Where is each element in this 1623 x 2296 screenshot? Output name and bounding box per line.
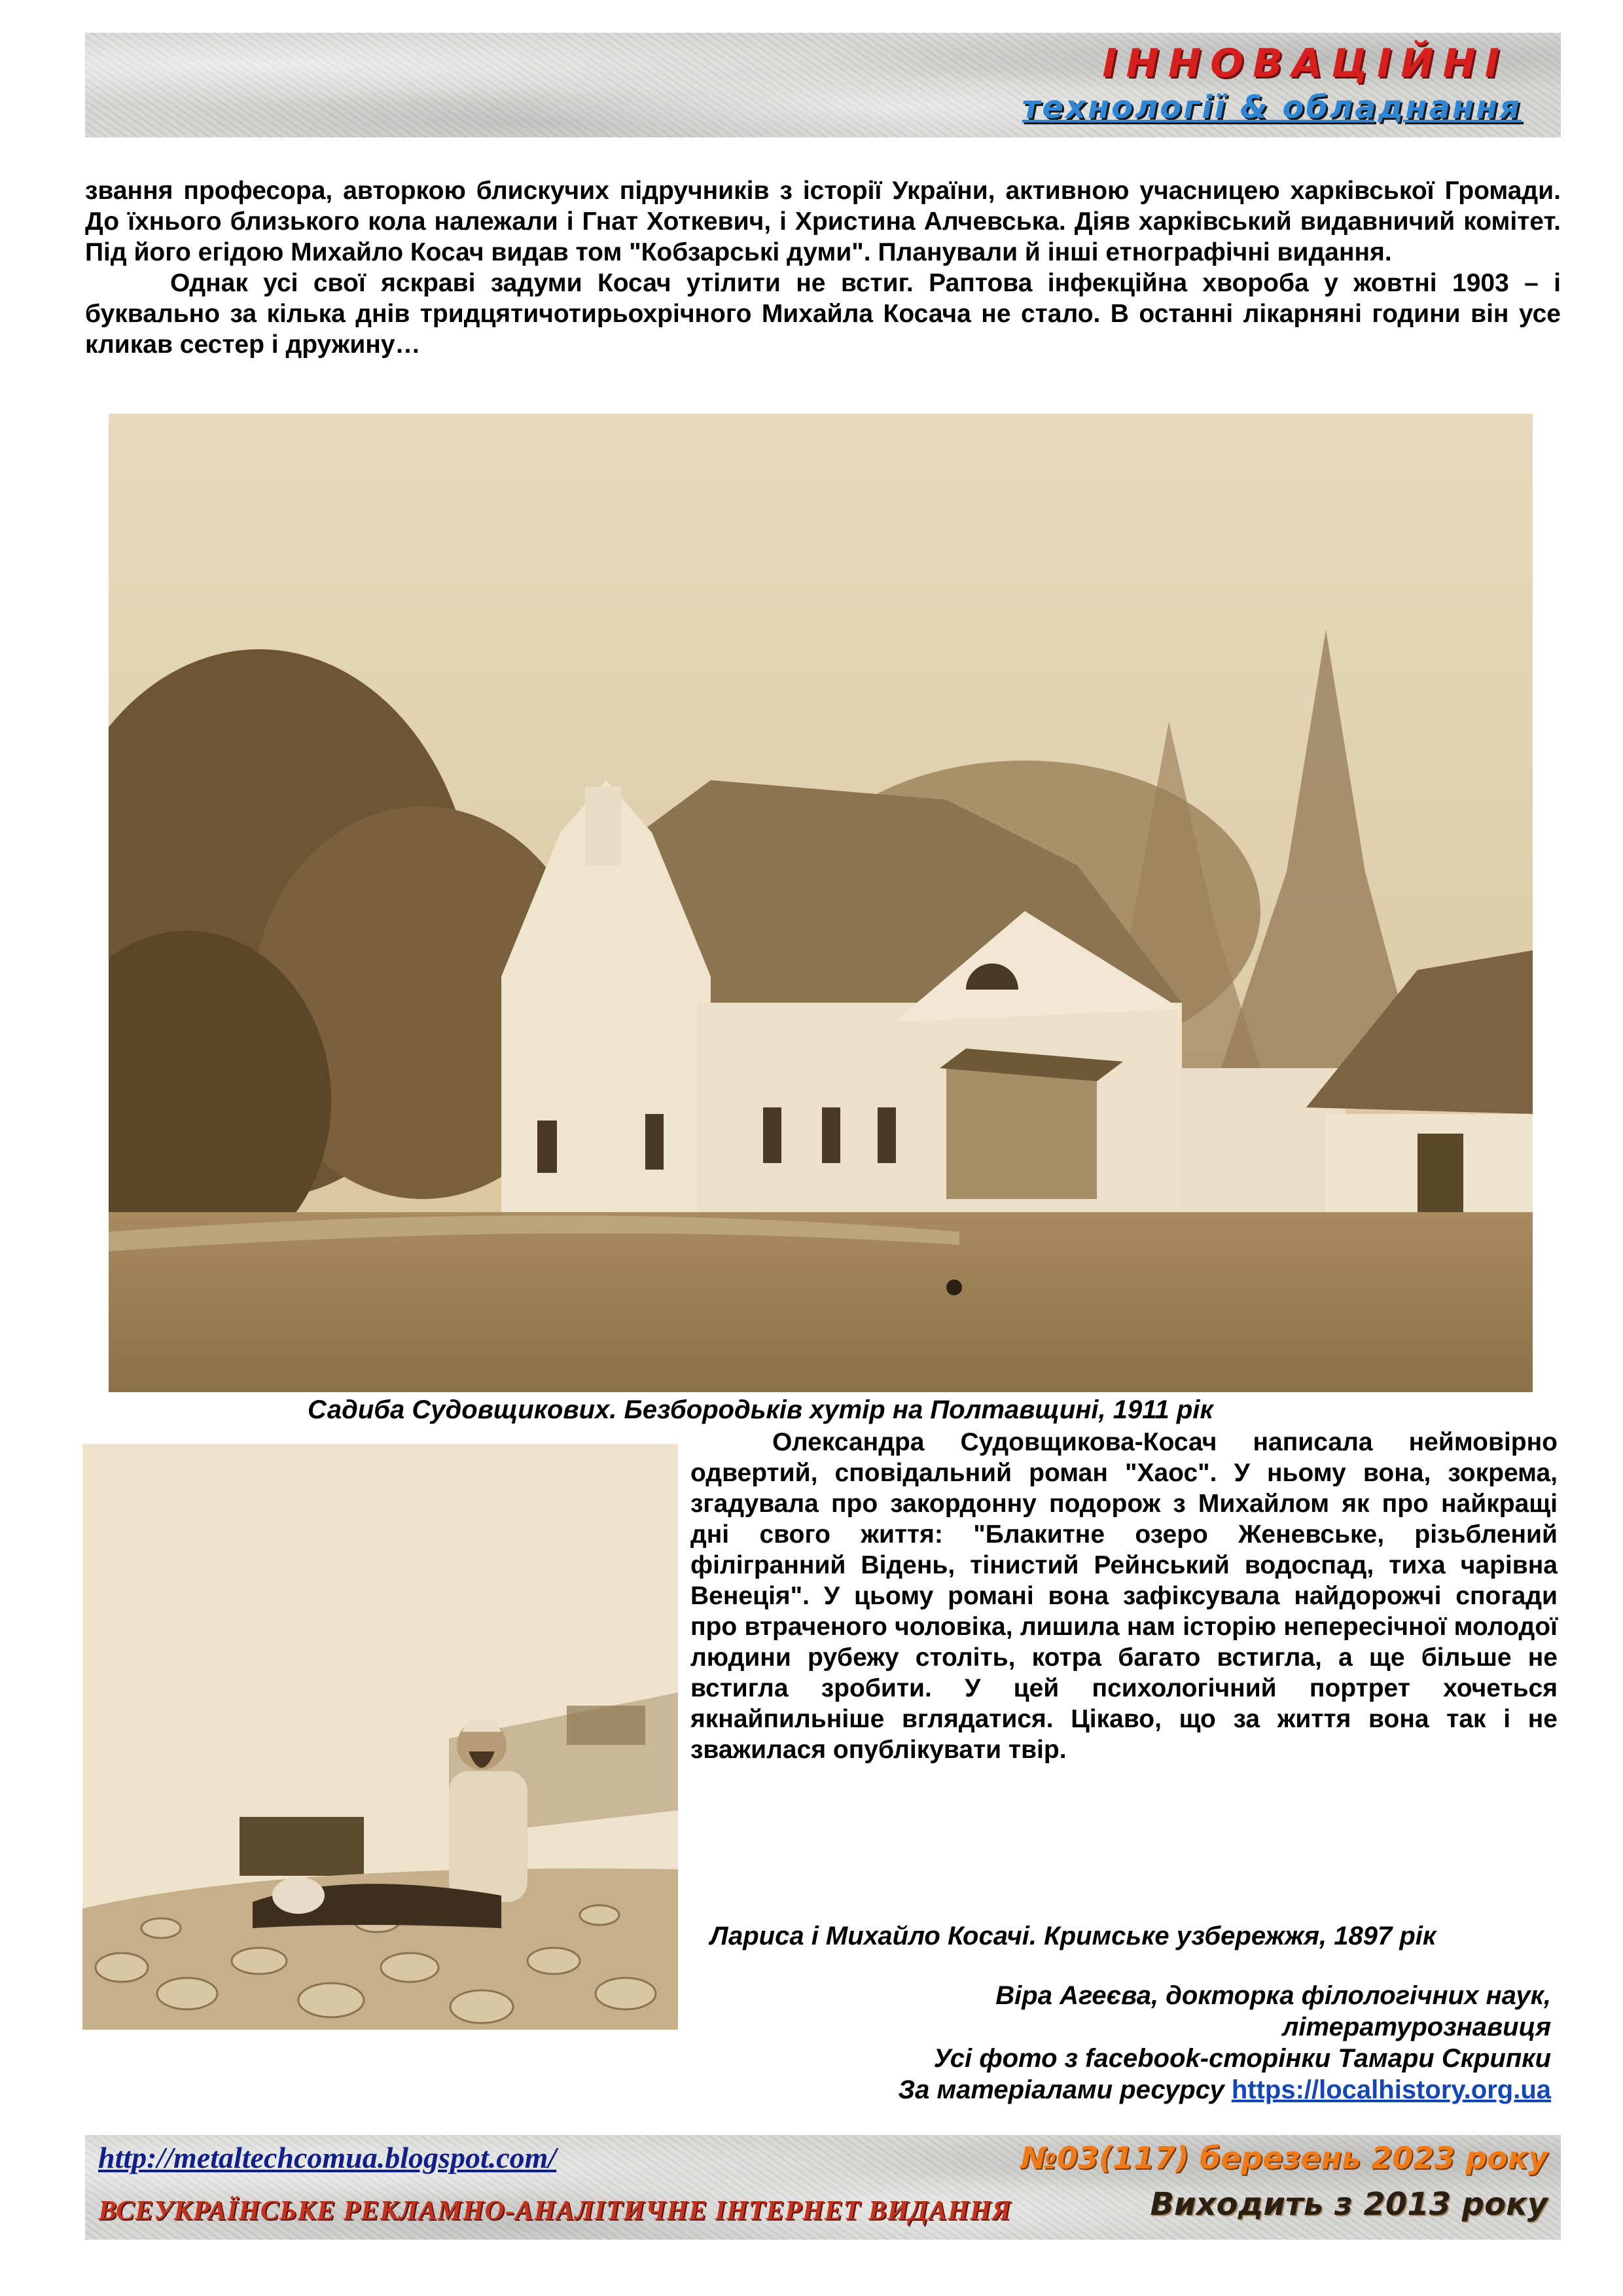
manor-photo-caption: Садиба Судовщикових. Безбородьків хутір на Полтавщині, 1911 рік — [308, 1395, 1213, 1424]
story-text — [690, 1427, 1558, 1765]
publishing-since: Виходить з 2013 року — [1150, 2186, 1548, 2223]
issue-number: №03(117) березень 2023 року — [1020, 2140, 1548, 2176]
manor-photo — [109, 414, 1533, 1392]
article-credits — [898, 1980, 1551, 2106]
header-banner — [85, 33, 1561, 137]
blog-link[interactable]: http://metaltechcomua.blogspot.com/ — [98, 2141, 557, 2174]
manor-photo-image — [109, 414, 1533, 1392]
magazine-title: ІННОВАЦІЙНІ — [1102, 41, 1508, 86]
photo-source: Усі фото з facebook-сторінки Тамари Скрипки — [933, 2044, 1551, 2073]
story-paragraph: Олександра Судовщикова-Косач написала неймовірно одвертий, сповідальний роман "Хаос". У ньому вона, зокрема, згадувала про закордонну подорож з Михайлом як про найкращі дні свого життя: "Блакитне озеро Женевське, різьблений філігранний Відень, тінистий Рейнський водоспад, тиха чарівна Венеція". У цьому романі вона зафіксувала найдорожчі спогади про втраченого чоловіка, лишила нам історію непересічної молодої людини рубежу століть, котра багато встигла, а ще більше не встигла зробити. У цей психологічний портрет хочеться якнайпильніше вглядатися. Цікаво, що за життя вона так і не зважилася опублікувати твір. — [690, 1428, 1558, 1764]
beach-photo-image — [82, 1444, 678, 2030]
source-prefix: За матеріалами ресурсу — [898, 2075, 1224, 2104]
publication-description: ВСЕУКРАЇНСЬКЕ РЕКЛАМНО-АНАЛІТИЧНЕ ІНТЕРНЕТ ВИДАННЯ — [98, 2196, 1012, 2226]
source-line — [898, 2074, 1551, 2106]
author-role: літературознавиця — [1282, 2013, 1551, 2041]
beach-photo — [82, 1444, 678, 2030]
author-line: Віра Агеєва, докторка філологічних наук, — [995, 1981, 1551, 2010]
magazine-subtitle: технології & обладнання — [1022, 89, 1522, 126]
intro-text — [85, 175, 1561, 360]
intro-paragraph-1: звання професора, авторкою блискучих підручників з історії України, активною учасницею харківської Громади. До їхнього близького кола належали і Гнат Хоткевич, і Христина Алчевська. Діяв харківський видавничий комітет. Під його егідою Михайло Косач видав том "Кобзарські думи". Планували й інші етнографічні видання. — [85, 177, 1561, 266]
intro-paragraph-2: Однак усі свої яскраві задуми Косач утілити не встиг. Раптова інфекційна хвороба у жовтні 1903 – і буквально за кілька днів тридцятичотирьохрічного Михайла Косача не стало. В останні лікарняні години він усе кликав сестер і дружину… — [85, 269, 1561, 359]
source-link[interactable]: https://localhistory.org.ua — [1231, 2075, 1551, 2104]
beach-photo-caption: Лариса і Михайло Косачі. Кримське узбережжя, 1897 рік — [710, 1922, 1436, 1950]
footer-banner — [85, 2135, 1561, 2240]
